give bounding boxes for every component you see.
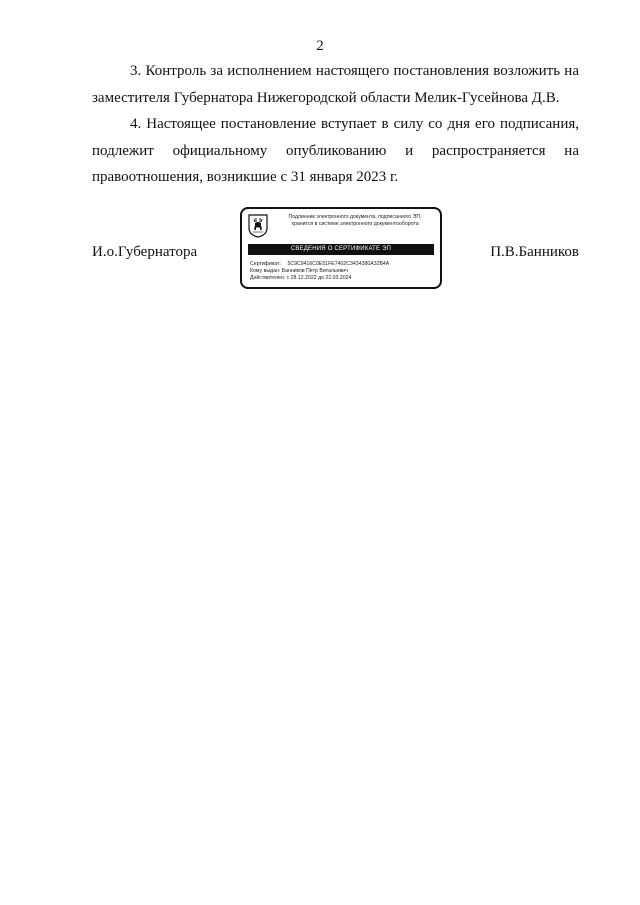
electronic-signature-stamp bbox=[240, 207, 442, 289]
stamp-valid-label: Действителен: bbox=[250, 275, 286, 281]
page-number: 2 bbox=[316, 38, 324, 54]
stamp-details bbox=[250, 261, 436, 282]
paragraph-effective-date: 4. Настоящее постановление вступает в силу со дня его подписания, подлежит официальному опубликованию и распространяется на правоотношения, возникшие с 31 января 2023 г. bbox=[92, 116, 579, 185]
stamp-header bbox=[272, 214, 438, 228]
stamp-header-line-2: хранится в системе электронного документооборота bbox=[291, 221, 419, 227]
stamp-owner-label: Кому выдан: bbox=[250, 268, 281, 274]
signatory-position: И.о.Губернатора bbox=[92, 244, 198, 260]
nizhny-novgorod-deer-emblem-icon bbox=[248, 214, 268, 238]
stamp-valid-value: с 28.12.2022 до 22.03.2024 bbox=[286, 275, 352, 281]
paragraph-control: 3. Контроль за исполнением настоящего постановления возложить на заместителя Губернатора Нижегородской области Мелик-Гусейнова Д.В. bbox=[92, 63, 579, 106]
signatory-name: П.В.Банников bbox=[490, 244, 579, 260]
stamp-title-bar: СВЕДЕНИЯ О СЕРТИФИКАТЕ ЭП bbox=[248, 244, 434, 255]
stamp-valid-row bbox=[250, 275, 436, 282]
stamp-cert-row bbox=[250, 261, 436, 268]
stamp-cert-value: 5C9C9416C0E51FE7402C3434380A32B4A bbox=[287, 261, 390, 267]
stamp-header-line-1: Подлинник электронного документа, подписанного ЭП, bbox=[288, 214, 422, 220]
stamp-owner-value: Банников Пётр Витальевич bbox=[281, 268, 348, 274]
stamp-cert-label: Сертификат: bbox=[250, 261, 281, 267]
stamp-owner-row bbox=[250, 268, 436, 275]
document-body bbox=[92, 58, 579, 191]
